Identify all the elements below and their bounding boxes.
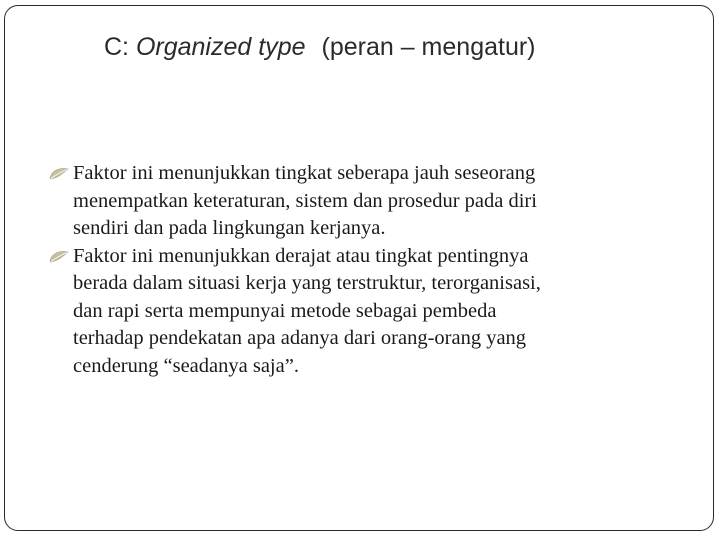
bullet-list xyxy=(48,160,688,380)
bullet-item-2 xyxy=(48,243,688,381)
bullet-1-line-2: menempatkan keteraturan, sistem dan prosedur pada diri xyxy=(73,189,537,212)
slide-title xyxy=(104,30,536,64)
leaf-bullet-icon xyxy=(48,166,70,182)
title-suffix: (peran – mengatur) xyxy=(321,33,536,61)
title-prefix: C: xyxy=(104,33,136,61)
bullet-2-line-1: Faktor ini menunjukkan derajat atau tingkat pentingnya xyxy=(73,244,529,267)
bullet-2-line-5: cenderung “seadanya saja”. xyxy=(73,354,299,377)
leaf-bullet-icon xyxy=(48,249,70,265)
bullet-2-line-3: dan rapi serta mempunyai metode sebagai pembeda xyxy=(73,299,497,322)
bullet-item-1 xyxy=(48,160,688,243)
title-italic: Organized type xyxy=(135,33,306,61)
bullet-2-line-2: berada dalam situasi kerja yang terstruktur, terorganisasi, xyxy=(73,272,541,294)
bullet-1-line-1: Faktor ini menunjukkan tingkat seberapa jauh seseorang xyxy=(73,162,536,184)
bullet-1-line-3: sendiri dan pada lingkungan kerjanya. xyxy=(73,217,386,239)
bullet-2-line-4: terhadap pendekatan apa adanya dari orang-orang yang xyxy=(73,327,527,349)
